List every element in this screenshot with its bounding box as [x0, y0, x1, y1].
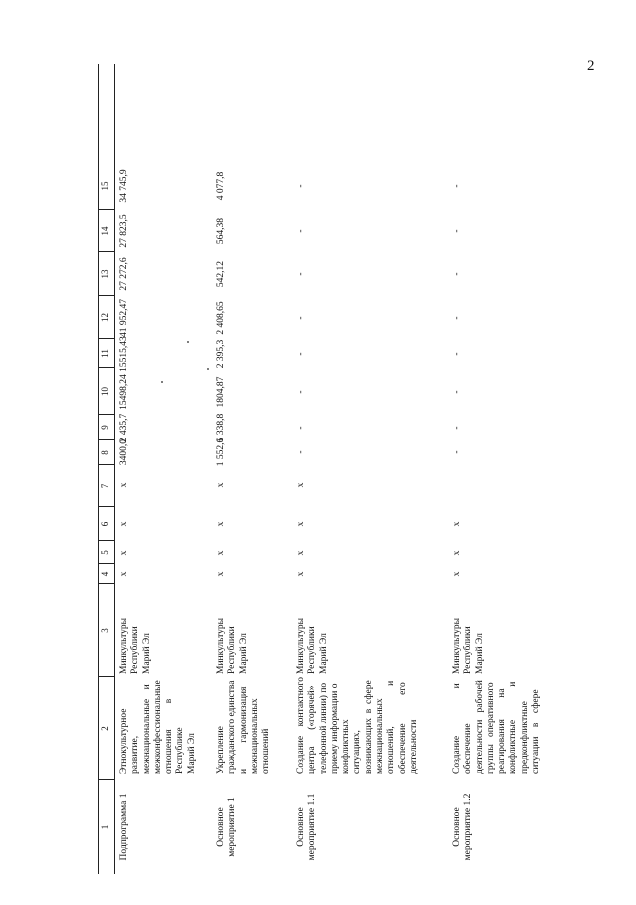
column-header-5: 5 — [100, 550, 110, 555]
cell-col-14: 564,38 — [216, 217, 226, 245]
cell-line: развитие, — [130, 735, 141, 774]
budget-table — [98, 64, 574, 874]
column-header-10: 10 — [100, 387, 110, 396]
column-header-7: 7 — [100, 483, 110, 489]
cell-line: предконфликтные — [519, 701, 530, 774]
cell-line: межнациональных — [249, 698, 260, 774]
cell-line: гражданского единства — [227, 680, 238, 774]
column-header-15: 15 — [100, 181, 110, 191]
cell-line: возникающих в сфере — [363, 680, 374, 774]
cell-line: Марий Эл — [238, 633, 249, 674]
column-divider — [98, 251, 115, 252]
cell-col-6: х — [452, 521, 462, 527]
cell-line: Республики — [463, 626, 474, 674]
cell-col-9: - — [296, 426, 306, 430]
cell-col-14: 27 823,5 — [119, 214, 129, 248]
column-header-12: 12 — [100, 313, 110, 322]
cell-line: Укрепление — [216, 726, 226, 774]
cell-line: межнациональные и — [141, 684, 152, 774]
cell-col-2 — [216, 682, 272, 774]
column-divider — [98, 583, 115, 584]
cell-col-1 — [216, 780, 239, 874]
cell-col-15: - — [452, 184, 462, 188]
cell-line: Республике — [175, 727, 186, 774]
cell-line: отношений, и — [386, 680, 397, 774]
column-header-14: 14 — [100, 226, 110, 236]
cell-line: Республики — [307, 626, 318, 674]
cell-line: мероприятие 1 — [227, 797, 238, 857]
cell-col-10: 15498,24 — [119, 374, 129, 410]
cell-line: отношений — [261, 728, 272, 774]
cell-line: Минкультуры — [119, 617, 129, 674]
cell-line: Этнокультурное — [119, 708, 129, 774]
cell-line: Марий Эл — [141, 633, 152, 674]
cell-line: Марий Эл — [318, 633, 329, 674]
column-header-3: 3 — [100, 628, 110, 633]
cell-line: Подпрограмма 1 — [119, 793, 129, 861]
cell-col-15: - — [296, 184, 306, 188]
cell-line: Создание и — [452, 683, 462, 774]
cell-line: обеспечение его — [397, 682, 408, 774]
cell-line: Республики — [130, 626, 141, 674]
column-divider — [98, 506, 115, 507]
cell-col-6: х — [119, 521, 129, 527]
cell-col-13: 542,12 — [216, 260, 226, 288]
cell-line: ситуации в сфере — [531, 689, 542, 774]
cell-line: Республики — [227, 626, 238, 674]
cell-col-7: х — [216, 482, 226, 488]
column-divider — [98, 414, 115, 415]
cell-line: ситуациях, — [352, 730, 363, 774]
cell-line: группы оперативного — [485, 682, 496, 774]
cell-line: обеспечение — [463, 723, 474, 774]
cell-line: Создание контактного — [296, 677, 306, 774]
cell-line: межконфессиональные — [152, 680, 163, 774]
column-header-6: 6 — [100, 521, 110, 527]
cell-col-12: - — [452, 316, 462, 320]
cell-col-9: 1 338,8 — [216, 413, 226, 443]
column-divider — [98, 209, 115, 210]
cell-col-5: х — [216, 550, 226, 556]
column-divider — [98, 540, 115, 541]
column-header-1: 1 — [100, 824, 110, 830]
cell-col-13: - — [452, 272, 462, 276]
cell-col-1 — [119, 780, 130, 874]
column-header-13: 13 — [100, 269, 110, 279]
cell-col-11: 2 395,3 — [216, 339, 226, 369]
cell-line: деятельности рабочей — [474, 680, 485, 774]
cell-line: Основное — [452, 807, 462, 847]
cell-col-4: х — [452, 571, 462, 577]
cell-col-6: х — [296, 521, 306, 527]
cell-line: приему информации о — [329, 683, 340, 774]
cell-col-11: - — [296, 352, 306, 356]
cell-col-8: - — [452, 450, 462, 454]
cell-col-5: х — [452, 550, 462, 556]
cell-col-1 — [296, 780, 319, 874]
cell-col-14: - — [296, 229, 306, 233]
cell-line: мероприятие 1.1 — [307, 793, 318, 861]
cell-col-2 — [119, 682, 198, 774]
cell-line: конфликтные и — [508, 681, 519, 774]
cell-line: Минкультуры — [296, 617, 306, 674]
cell-line: Марий Эл — [474, 633, 485, 674]
cell-line: деятельности — [408, 719, 419, 774]
cell-line: конфликтных — [341, 719, 352, 774]
cell-line: Минкультуры — [452, 617, 462, 674]
column-header-2: 2 — [100, 726, 110, 731]
cell-line: мероприятие 1.2 — [463, 793, 474, 861]
cell-col-4: х — [119, 571, 129, 577]
column-divider — [98, 439, 115, 440]
column-divider — [98, 464, 115, 465]
column-divider — [98, 338, 115, 339]
cell-line: отношения в — [164, 698, 175, 774]
cell-col-5: х — [119, 550, 129, 556]
cell-col-2 — [296, 677, 420, 774]
cell-col-1 — [452, 780, 475, 874]
column-header-11: 11 — [100, 349, 110, 358]
cell-col-12: 41 952,47 — [119, 299, 129, 337]
cell-col-8: 3400,0 — [119, 438, 129, 466]
cell-line: Марий Эл — [186, 733, 197, 774]
cell-col-10: - — [296, 390, 306, 394]
cell-col-7: х — [296, 482, 306, 488]
cell-line: Основное — [216, 807, 226, 847]
column-header-8: 8 — [100, 450, 110, 455]
cell-col-8: 1 552,6 — [216, 437, 226, 467]
column-divider — [98, 367, 115, 368]
cell-col-11: 15515,43 — [119, 336, 129, 372]
column-header-4: 4 — [100, 571, 110, 577]
cell-col-13: 27 272,6 — [119, 257, 129, 291]
cell-col-9: - — [452, 426, 462, 430]
column-divider — [98, 779, 115, 780]
cell-line: телефонной линии) по — [318, 682, 329, 774]
cell-col-12: - — [296, 316, 306, 320]
column-divider — [98, 295, 115, 296]
cell-col-12: 2 408,65 — [216, 301, 226, 335]
cell-col-9: 2 435,7 — [119, 413, 129, 443]
cell-line: межнациональных — [375, 698, 386, 774]
cell-line: Основное — [296, 807, 306, 847]
cell-line: реагирования на — [497, 688, 508, 774]
page-number: 2 — [587, 58, 595, 74]
cell-col-5: х — [296, 550, 306, 556]
cell-col-8: - — [296, 450, 306, 454]
column-divider — [98, 563, 115, 564]
column-header-9: 9 — [100, 425, 110, 430]
cell-col-11: - — [452, 352, 462, 356]
cell-col-2 — [452, 682, 542, 774]
cell-col-15: 4 077,8 — [216, 171, 226, 201]
cell-col-13: - — [296, 272, 306, 276]
cell-col-7: х — [119, 482, 129, 488]
cell-col-14: - — [452, 229, 462, 233]
cell-line: центра («горячей» — [307, 685, 318, 774]
cell-col-6: х — [216, 521, 226, 527]
cell-col-10: 1804,87 — [216, 376, 226, 408]
cell-col-15: 34 745,9 — [119, 169, 129, 203]
column-divider — [98, 676, 115, 677]
cell-line: и гармонизация — [238, 686, 249, 774]
cell-col-10: - — [452, 390, 462, 394]
cell-col-4: х — [296, 571, 306, 577]
cell-col-4: х — [216, 571, 226, 577]
cell-line: Минкультуры — [216, 617, 226, 674]
